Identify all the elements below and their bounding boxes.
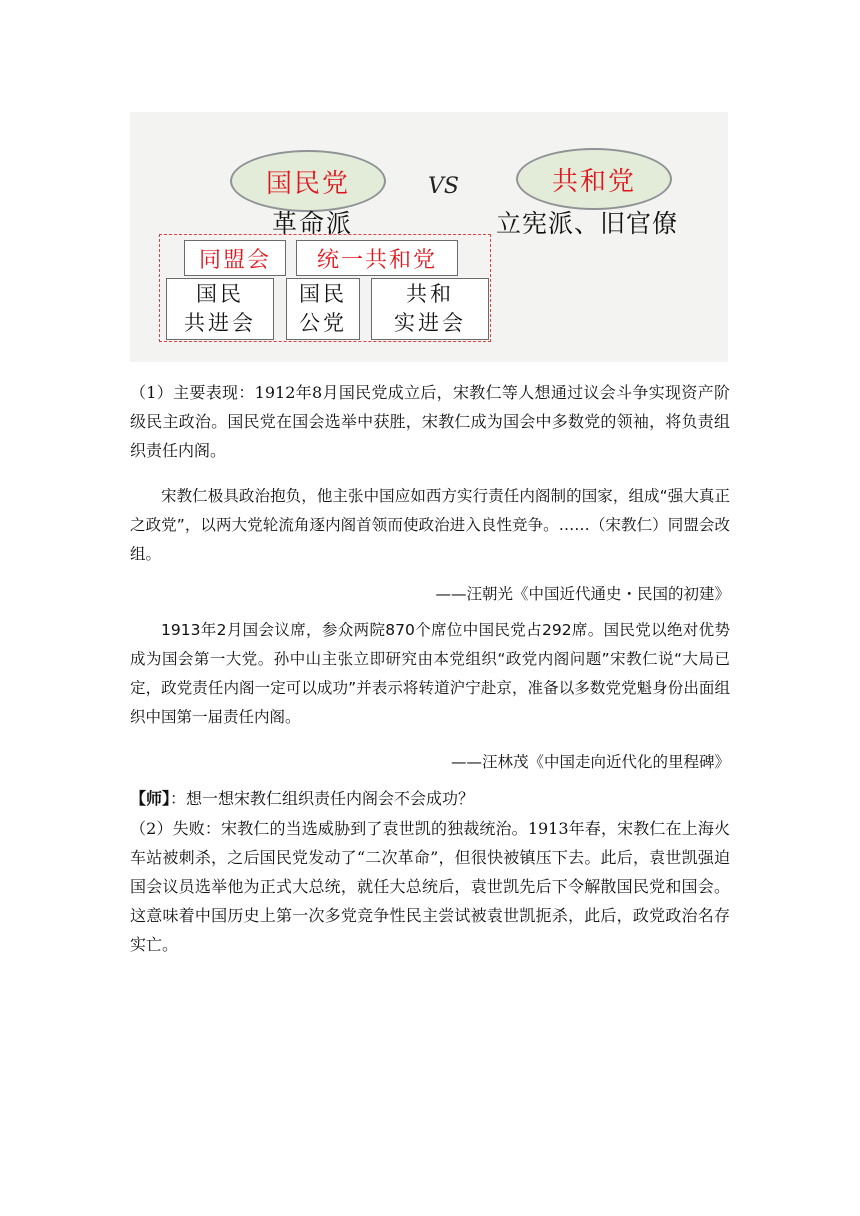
quote-wang-chaoguang: 宋教仁极具政治抱负，他主张中国应如西方实行责任内阁制的国家，组成“强大真正之政党”，以两大党轮流角逐内阁首领而使政治进入良性竞争。……（宋教仁）同盟会改组。	[130, 487, 730, 563]
revolutionary-label: 革命派	[272, 209, 354, 238]
source-wang-chaoguang: ——汪朝光《中国近代通史・民国的初建》	[435, 585, 730, 603]
quote-wang-linmao: 1913年2月国会议席，参众两院870个席位中国民党占292席。国民党以绝对优势成为国会第一大党。孙中山主张立即研究由本党组织“政党内阁问题”宋教仁说“大局已定，政党责任内阁一定可以成功”并表示将转道沪宁赴京，准备以多数党党魁身份出面组织中国第一届责任内阁。	[130, 621, 730, 726]
unified-republican-box: 统一共和党	[296, 240, 458, 276]
party-box	[371, 278, 489, 340]
parties-diagram	[130, 112, 728, 362]
party-box-line2: 实进会	[394, 311, 466, 335]
constitutional-label: 立宪派、旧官僚	[496, 209, 679, 238]
paragraph-failure: （2）失败：宋教仁的当选威胁到了袁世凯的独裁统治。1913年春，宋教仁在上海火车站被刺杀，之后国民党发动了“二次革命”，但很快被镇压下去。此后，袁世凯强迫国会议员选举他为正式大总统，就任大总统后，袁世凯先后下令解散国民党和国会。这意味着中国历史上第一次多党竞争性民主尝试被袁世凯扼杀，此后，政党政治名存实亡。	[130, 819, 730, 954]
kmt-ellipse: 国民党	[230, 150, 386, 212]
party-box-line1: 国民	[196, 282, 244, 306]
republican-party-ellipse: 共和党	[516, 148, 672, 210]
party-box-line1: 国民	[299, 282, 347, 306]
paragraph-main-performance: （1）主要表现：1912年8月国民党成立后，宋教仁等人想通过议会斗争实现资产阶级民主政治。国民党在国会选举中获胜，宋教仁成为国会中多数党的领袖，将负责组织责任内阁。	[130, 383, 730, 460]
source-wang-linmao: ——汪林茂《中国走向近代化的里程碑》	[450, 753, 730, 771]
party-box-line1: 共和	[406, 282, 454, 306]
tongmenghui-box: 同盟会	[184, 240, 286, 276]
party-box	[166, 278, 274, 340]
teacher-tag: 【师】	[130, 789, 171, 808]
teacher-question-text: ：想一想宋教仁组织责任内阁会不会成功？	[170, 789, 475, 808]
party-box-line2: 公党	[299, 311, 347, 335]
party-box	[286, 278, 360, 340]
teacher-question	[130, 784, 730, 813]
party-box-line2: 共进会	[184, 311, 256, 335]
vs-label: VS	[428, 174, 459, 199]
